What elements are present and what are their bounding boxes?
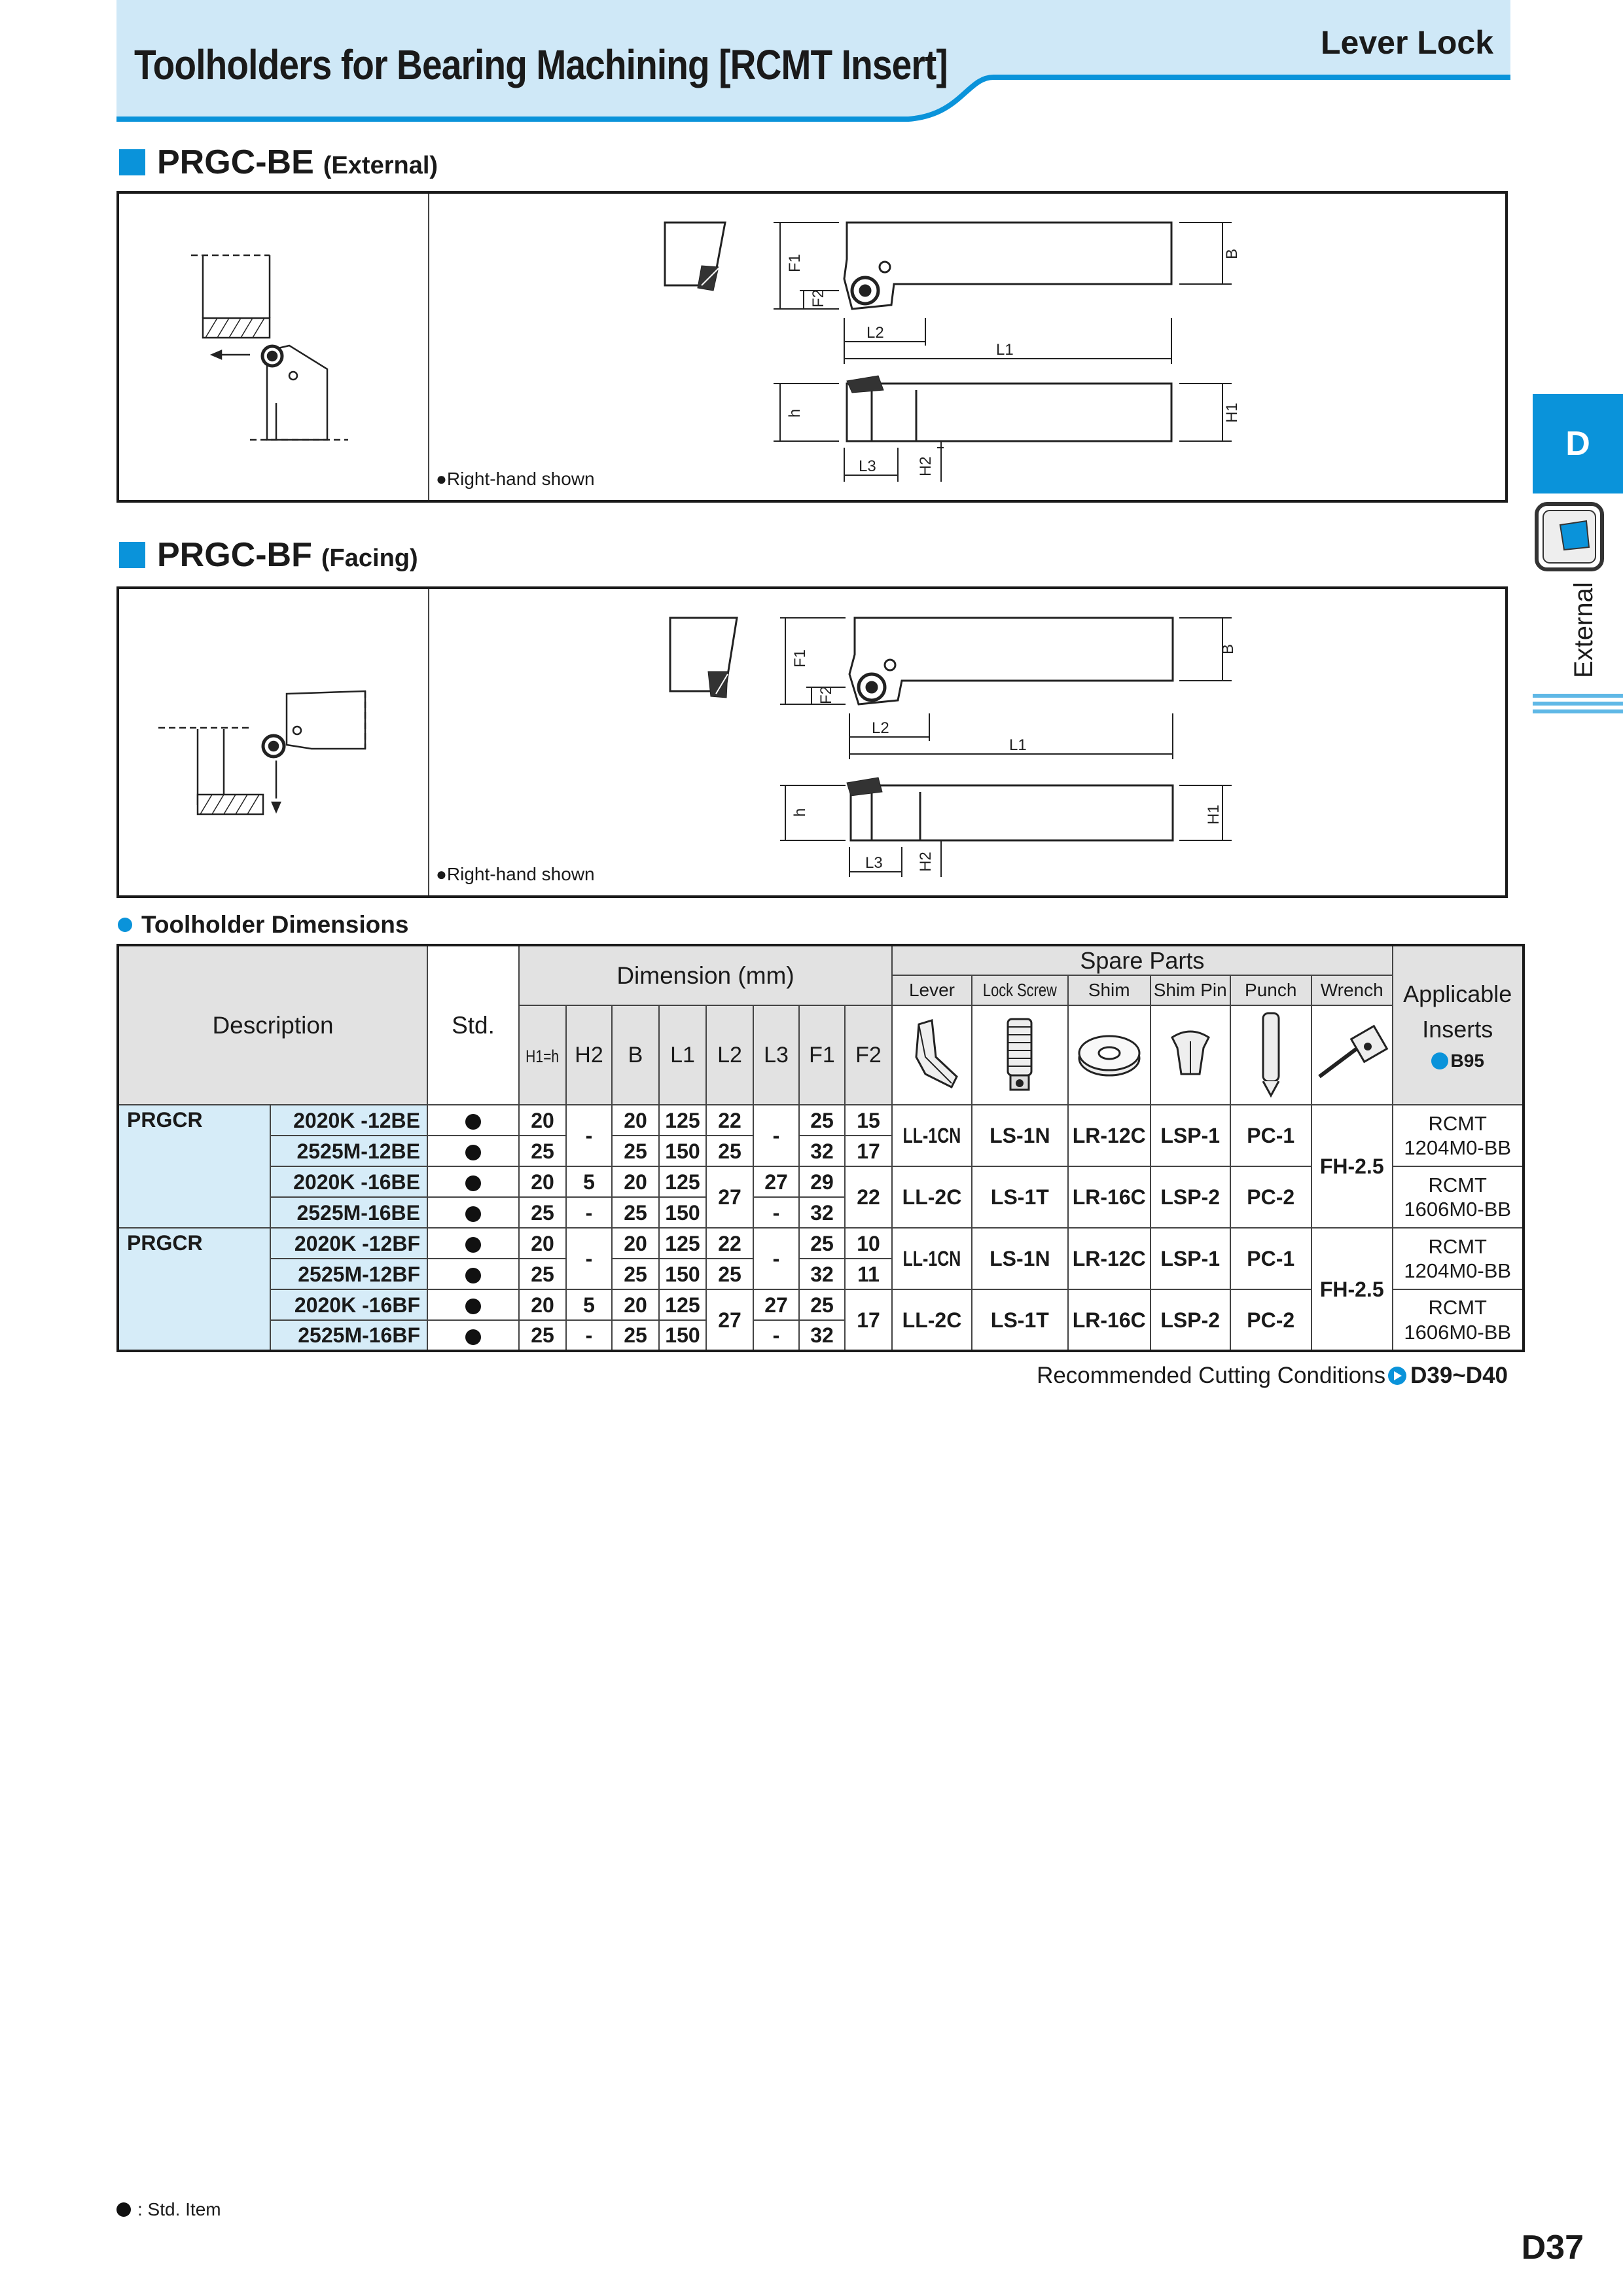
section-heading [119,535,418,575]
page-number: D37 [1521,2229,1584,2267]
order-number: 2525M-16BF [270,1320,427,1351]
cell-b: 25 [612,1197,659,1228]
cell-punch: PC-2 [1230,1166,1311,1228]
std-dot-icon [465,1206,481,1222]
cell-h2: - [566,1105,612,1166]
page-title: Toolholders for Bearing Machining [RCMT Insert] [134,41,948,88]
order-number: 2020K -12BF [270,1228,427,1259]
side-divider [1533,694,1623,698]
lock-screw-icon [987,1011,1052,1096]
cell-punch: PC-1 [1230,1105,1311,1166]
page-link-icon [1431,1052,1448,1069]
cell-f1: 32 [799,1136,845,1166]
col-header-spare-parts: Spare Parts [892,945,1393,975]
cell-punch: PC-2 [1230,1289,1311,1351]
recommended-conditions-ref[interactable] [1037,1363,1508,1389]
std-dot-icon [465,1268,481,1283]
std-marker [427,1228,519,1259]
inserts-page-ref: B95 [1450,1050,1484,1071]
cell-h2: - [566,1228,612,1289]
dim-label-h1: H1 [1205,804,1222,825]
cell-b: 20 [612,1105,659,1136]
col-header-f2: F2 [845,1005,892,1105]
recommended-text: Recommended Cutting Conditions [1037,1363,1386,1388]
chapter-tab: D [1533,394,1623,493]
col-header-shim-pin: Shim Pin [1150,975,1230,1005]
shim-image [1068,1005,1150,1105]
cell-l2: 27 [706,1166,753,1228]
dim-label-h2: H2 [917,456,935,476]
cell-lock-screw: LS-1N [972,1228,1068,1289]
cell-f1: 32 [799,1197,845,1228]
col-header-b: B [612,1005,659,1105]
dim-label-b: B [1219,643,1237,655]
std-marker [427,1197,519,1228]
figure-box [116,191,1508,503]
order-number: 2525M-16BE [270,1197,427,1228]
dim-label-h2: H2 [917,852,935,872]
shim-icon [1073,1011,1145,1096]
legend [116,2199,221,2220]
std-marker [427,1259,519,1289]
cell-l3: - [753,1320,799,1351]
lever-image [892,1005,972,1105]
col-header-lever: Lever [892,975,972,1005]
std-marker [427,1289,519,1320]
clamp-type-label: Lever Lock [1320,24,1493,61]
insert-type: RCMT [1428,1234,1487,1258]
inserts-ref [1393,1047,1522,1075]
std-dot-icon [465,1237,481,1253]
section-type: (Facing) [321,545,418,572]
cell-shim: LR-12C [1068,1105,1150,1166]
std-dot-icon [465,1114,481,1130]
lock-screw-label: Lock Screw [982,980,1057,1000]
cell-h1: 25 [519,1320,566,1351]
recommended-page-ref[interactable]: D39~D40 [1410,1363,1508,1388]
cell-f1: 29 [799,1166,845,1197]
lock-screw-image [972,1005,1068,1105]
dim-label-h: h [791,808,809,817]
insert-type: RCMT [1428,1296,1487,1319]
cell-f1: 25 [799,1228,845,1259]
cell-h2: - [566,1197,612,1228]
lever-part: LL-1CN [902,1124,961,1147]
cell-f2: 22 [845,1166,892,1228]
cell-lock-screw: LS-1T [972,1166,1068,1228]
cell-lock-screw: LS-1N [972,1105,1068,1166]
insert-code: 1204M0-BB [1404,1136,1512,1159]
dim-label-l2: L2 [866,324,884,342]
dim-label-l1: L1 [1009,736,1027,754]
cell-l1: 125 [659,1228,706,1259]
cell-l1: 150 [659,1320,706,1351]
cell-l3: - [753,1228,799,1289]
h1-label: H1=h [526,1047,560,1066]
cell-lever [892,1228,972,1289]
inserts-label-line1: Applicable [1403,980,1512,1007]
cell-f2: 10 [845,1228,892,1259]
col-header-shim: Shim [1068,975,1150,1005]
cell-wrench: FH-2.5 [1311,1228,1393,1351]
col-header-punch: Punch [1230,975,1311,1005]
cell-b: 20 [612,1228,659,1259]
cell-punch: PC-1 [1230,1228,1311,1289]
cell-l2: 27 [706,1289,753,1351]
cell-b: 25 [612,1259,659,1289]
page-link-icon [1388,1367,1406,1385]
cell-h1: 25 [519,1136,566,1166]
cell-h1: 20 [519,1166,566,1197]
order-number: 2525M-12BF [270,1259,427,1289]
std-dot-icon [465,1175,481,1191]
col-header-inserts [1393,945,1524,1105]
cell-l3: 27 [753,1166,799,1197]
std-dot-icon [465,1145,481,1160]
cell-b: 20 [612,1166,659,1197]
std-dot-icon [116,2202,131,2217]
section-code: PRGC-BE [157,143,314,181]
side-divider [1533,709,1623,713]
std-marker [427,1320,519,1351]
dim-label-l3: L3 [859,457,876,475]
cell-shim: LR-12C [1068,1228,1150,1289]
cell-h2: 5 [566,1289,612,1320]
cell-l3: 27 [753,1289,799,1320]
dim-label-l1: L1 [996,341,1014,359]
cell-insert [1393,1166,1524,1228]
cell-f2: 11 [845,1259,892,1289]
holder-icon [1534,501,1605,572]
col-header-l2: L2 [706,1005,753,1105]
col-header-description: Description [118,945,427,1105]
family-code: PRGCR [118,1228,270,1351]
cell-shim-pin: LSP-1 [1150,1228,1230,1289]
cell-h1: 25 [519,1197,566,1228]
cell-h2: - [566,1320,612,1351]
lever-icon [899,1011,965,1096]
section-marker-icon [119,149,145,175]
dimensions-heading [118,911,408,939]
col-header-l3: L3 [753,1005,799,1105]
figure-note: ●Right-hand shown [436,469,595,489]
wrench-icon [1313,1011,1391,1096]
dimensions-title: Toolholder Dimensions [141,911,409,938]
cell-h1: 20 [519,1105,566,1136]
cell-shim-pin: LSP-2 [1150,1166,1230,1228]
cell-lever [892,1105,972,1166]
shim-pin-icon [1158,1011,1223,1096]
std-dot-icon [465,1299,481,1314]
cell-f1: 32 [799,1320,845,1351]
order-number: 2020K -16BF [270,1289,427,1320]
cell-l1: 150 [659,1259,706,1289]
cell-lever: LL-2C [892,1289,972,1351]
section-heading [119,143,438,182]
cell-lever: LL-2C [892,1166,972,1228]
dim-label-f2: F2 [810,289,827,308]
cell-h2: 5 [566,1166,612,1197]
cell-l3: - [753,1105,799,1166]
order-number: 2525M-12BE [270,1136,427,1166]
holder-drawing [119,589,1505,895]
cell-wrench: FH-2.5 [1311,1105,1393,1228]
figure-note: ●Right-hand shown [436,864,595,884]
col-header-dimension: Dimension (mm) [519,945,892,1005]
cell-b: 25 [612,1320,659,1351]
cell-f2: 17 [845,1136,892,1166]
cell-f1: 32 [799,1259,845,1289]
bullet-icon [118,918,132,932]
cell-l2: 25 [706,1259,753,1289]
dim-label-h1: H1 [1223,403,1241,423]
cell-l1: 125 [659,1105,706,1136]
std-marker [427,1166,519,1197]
cell-f1: 25 [799,1105,845,1136]
insert-type: RCMT [1428,1111,1487,1135]
cell-l2: 25 [706,1136,753,1166]
legend-text: : Std. Item [137,2199,221,2219]
section-type: (External) [323,152,438,179]
side-label: External [1569,582,1598,678]
cell-b: 20 [612,1289,659,1320]
insert-type: RCMT [1428,1173,1487,1196]
insert-code: 1204M0-BB [1404,1259,1512,1282]
cell-h1: 25 [519,1259,566,1289]
dimensions-table [116,944,1525,1352]
cell-f2: 17 [845,1289,892,1351]
std-marker [427,1105,519,1136]
section-code: PRGC-BF [157,536,312,574]
wrench-image [1311,1005,1393,1105]
order-number: 2020K -12BE [270,1105,427,1136]
insert-code: 1606M0-BB [1404,1320,1512,1344]
cell-l1: 150 [659,1197,706,1228]
cell-shim: LR-16C [1068,1289,1150,1351]
punch-image [1230,1005,1311,1105]
inserts-label-line2: Inserts [1422,1015,1493,1043]
dim-label-f2: F2 [817,685,835,704]
std-dot-icon [465,1329,481,1345]
cell-l2: 22 [706,1105,753,1136]
cell-insert [1393,1105,1524,1166]
dim-label-f1: F1 [791,649,809,668]
figure-box [116,586,1508,898]
col-header-f1: F1 [799,1005,845,1105]
cell-shim: LR-16C [1068,1166,1150,1228]
insert-code: 1606M0-BB [1404,1198,1512,1221]
cell-b: 25 [612,1136,659,1166]
family-code: PRGCR [118,1105,270,1228]
dim-label-h: h [786,408,804,418]
cell-insert [1393,1289,1524,1351]
order-number: 2020K -16BE [270,1166,427,1197]
dim-label-b: B [1223,248,1241,259]
section-marker-icon [119,542,145,568]
cell-lock-screw: LS-1T [972,1289,1068,1351]
cell-shim-pin: LSP-2 [1150,1289,1230,1351]
dim-label-f1: F1 [786,253,804,272]
cell-l3: - [753,1197,799,1228]
cell-l2: 22 [706,1228,753,1259]
punch-icon [1245,1008,1297,1100]
col-header-wrench: Wrench [1311,975,1393,1005]
cell-shim-pin: LSP-1 [1150,1105,1230,1166]
cell-h1: 20 [519,1289,566,1320]
cell-f1: 25 [799,1289,845,1320]
holder-drawing [119,194,1505,500]
col-header-l1: L1 [659,1005,706,1105]
col-header-std: Std. [427,945,519,1105]
cell-l1: 150 [659,1136,706,1166]
cell-insert [1393,1228,1524,1289]
dim-label-l3: L3 [865,854,883,872]
side-divider [1533,702,1623,706]
std-marker [427,1136,519,1166]
dim-label-l2: L2 [872,719,889,737]
lever-part: LL-1CN [902,1247,961,1270]
col-header-h2: H2 [566,1005,612,1105]
cell-l1: 125 [659,1289,706,1320]
col-header-lock-screw [972,975,1068,1005]
shim-pin-image [1150,1005,1230,1105]
cell-f2: 15 [845,1105,892,1136]
col-header-h1 [519,1005,566,1105]
cell-h1: 20 [519,1228,566,1259]
cell-l1: 125 [659,1166,706,1197]
